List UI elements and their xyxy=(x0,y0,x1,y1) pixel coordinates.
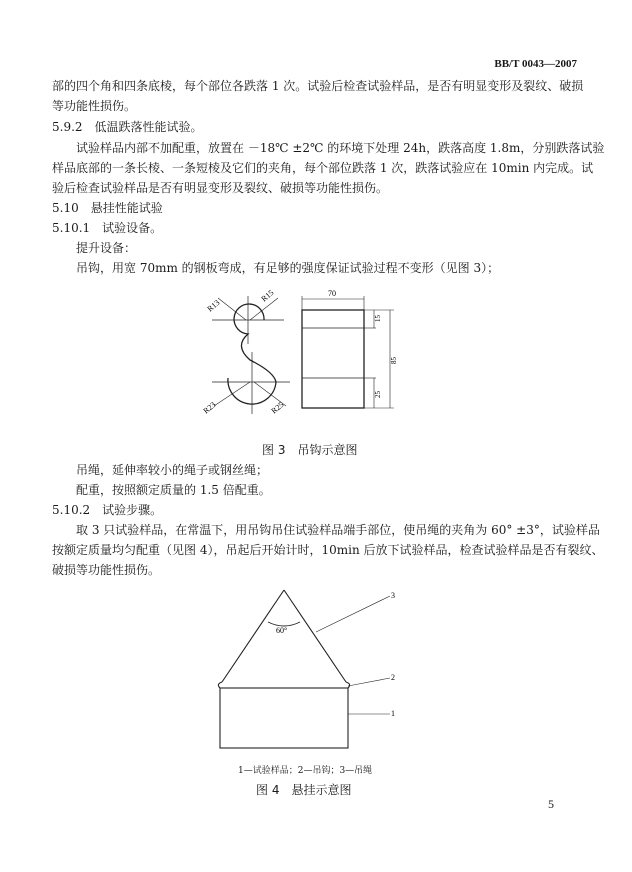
radius-label: R13 xyxy=(205,298,222,314)
test-sample-box xyxy=(220,688,348,748)
hook-left xyxy=(218,682,226,688)
figure-3-hook-diagram xyxy=(190,282,430,422)
dimension-label: 85 xyxy=(390,357,398,364)
paragraph-line: 样品底部的一条长棱、一条短棱及它们的夹角，每个部位跌落 1 次，跌落试验应在 10min 内完成。试 xyxy=(52,161,594,175)
paragraph-line: 取 3 只试验样品，在常温下，用吊钩吊住试验样品端手部位，使吊绳的夹角为 60° ±3°，试验样品 xyxy=(76,523,600,537)
section-heading: 5.10.1 试验设备。 xyxy=(52,221,163,235)
paragraph-line: 验后检查试验样品是否有明显变形及裂纹、破损等功能性损伤。 xyxy=(52,181,389,195)
page-number: 5 xyxy=(548,797,554,811)
dimension-label: 15 xyxy=(374,315,382,322)
paragraph-line: 试验样品内部不加配重，放置在 －18℃ ±2℃ 的环境下处理 24h，跌落高度 1.8m，分别跌落试验 xyxy=(76,141,605,155)
radius-label: R23 xyxy=(201,400,218,416)
paragraph-line: 配重，按照额定质量的 1.5 倍配重。 xyxy=(76,483,271,497)
section-heading: 5.10.2 试验步骤。 xyxy=(52,503,163,517)
callout-number: 2 xyxy=(391,673,395,682)
figure-4-legend: 1—试验样品；2—吊钩；3—吊绳 xyxy=(238,766,373,776)
paragraph-line: 破损等功能性损伤。 xyxy=(52,563,161,577)
dimension-label: 70 xyxy=(328,289,336,298)
callout-number: 3 xyxy=(391,591,395,600)
hook-right xyxy=(342,682,350,688)
figure-3-caption: 图 3 吊钩示意图 xyxy=(262,443,358,457)
radius-label: R25 xyxy=(269,400,286,416)
rope-left xyxy=(222,590,284,682)
paragraph-line: 吊绳，延伸率较小的绳子或钢丝绳； xyxy=(76,463,269,477)
section-heading: 5.9.2 低温跌落性能试验。 xyxy=(52,120,203,134)
paragraph-line: 部的四个角和四条底棱，每个部位各跌落 1 次。试验后检查试验样品，是否有明显变形及裂纹、破损 xyxy=(52,79,584,93)
dimension-label: 25 xyxy=(374,391,382,398)
figure-4-suspension-diagram xyxy=(204,588,414,766)
paragraph-line: 按额定质量均匀配重（见图 4），吊起后开始计时，10min 后放下试验样品，检查试验样品是否有裂纹、 xyxy=(52,543,604,557)
figure-4-caption: 图 4 悬挂示意图 xyxy=(256,783,352,797)
paragraph-line: 吊钩，用宽 70mm 的钢板弯成，有足够的强度保证试验过程不变形（见图 3）； xyxy=(76,261,500,275)
rope-right xyxy=(284,590,346,682)
hook-side-view xyxy=(302,310,364,408)
standard-id: BB/T 0043—2007 xyxy=(494,58,577,70)
paragraph-line: 提升设备： xyxy=(76,241,137,255)
radius-label: R15 xyxy=(259,288,276,304)
paragraph-line: 等功能性损伤。 xyxy=(52,99,137,113)
callout-number: 1 xyxy=(391,709,395,718)
angle-label: 60° xyxy=(276,626,288,635)
section-heading: 5.10 悬挂性能试验 xyxy=(52,201,163,215)
